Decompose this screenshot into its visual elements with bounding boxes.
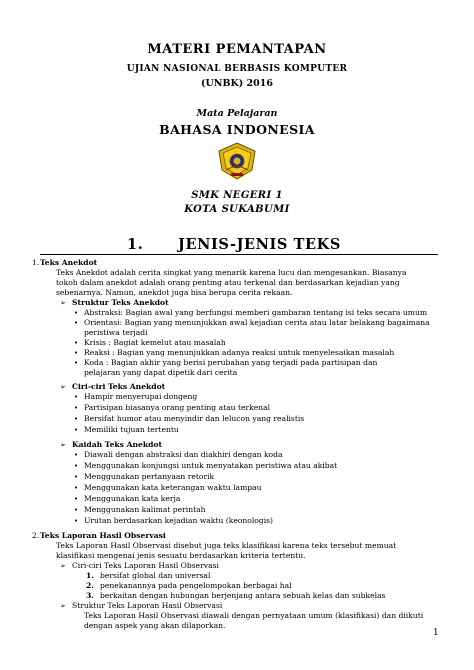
- list-marker: •: [74, 462, 79, 470]
- text-line: Abstraksi: Bagian awal yang berfungsi memberi gambaran tentang isi teks secara umum: [84, 308, 428, 317]
- text-line: tokoh dalam anekdot adalah orang penting atau terkenal dan berdasarkan kejadian yang: [56, 278, 400, 287]
- text-line: Menggunakan konjungsi untuk menyatakan peristiwa atau akibat: [84, 461, 338, 470]
- doc-subtitle-1: UJIAN NASIONAL BERBASIS KOMPUTER: [126, 64, 348, 74]
- school-emblem-icon: [217, 142, 257, 180]
- school-city: KOTA SUKABUMI: [184, 204, 290, 215]
- subject-label: Mata Pelajaran: [196, 108, 278, 119]
- text-line: Ciri-ciri Teks Laporan Hasil Observasi: [72, 561, 219, 570]
- list-marker: ➢: [60, 441, 66, 449]
- list-marker: •: [74, 484, 79, 492]
- text-line: klasifikasi mengenai jenis sesuatu berdasarkan kriteria tertentu.: [56, 551, 306, 560]
- list-marker: •: [74, 426, 79, 434]
- list-marker: 1.: [86, 571, 94, 580]
- text-line: peristiwa terjadi: [84, 328, 148, 337]
- text-line: Teks Anekdot adalah cerita singkat yang menarik karena lucu dan mengesankan. Biasanya: [56, 268, 407, 277]
- text-line: Koda : Bagian akhir yang berisi perubahan yang terjadi pada partisipan dan: [84, 358, 378, 367]
- list-marker: 1.: [32, 258, 40, 267]
- text-line: Menggunakan kata keterangan waktu lampau: [84, 483, 262, 492]
- school-name: SMK NEGERI 1: [191, 190, 283, 201]
- list-marker: 3.: [86, 591, 94, 600]
- text-line: Teks Laporan Hasil Observasi disebut juga teks klasifikasi karena teks tersebut memuat: [56, 541, 397, 550]
- text-line: dengan aspek yang akan dilaporkan.: [84, 621, 226, 630]
- text-line: Menggunakan pertanyaan retorik: [84, 472, 215, 481]
- list-marker: ➢: [60, 562, 66, 570]
- list-marker: •: [74, 359, 79, 367]
- text-line: Menggunakan kata kerja: [84, 494, 181, 503]
- list-marker: •: [74, 506, 79, 514]
- list-marker: •: [74, 319, 79, 327]
- subject-name: BAHASA INDONESIA: [159, 122, 315, 137]
- text-line: Urutan berdasarkan kejadian waktu (keonologis): [84, 516, 273, 525]
- text-line: Bersifat humor atau menyindir dan lelucon yang realistis: [84, 414, 305, 423]
- list-marker: •: [74, 349, 79, 357]
- text-line: Orientasi: Bagian yang menunjukkan awal kejadian cerita atau latar belakang bagaimana: [84, 318, 430, 327]
- list-marker: •: [74, 309, 79, 317]
- text-line: Teks Laporan Hasil Observasi: [40, 531, 166, 540]
- section-divider: [40, 254, 438, 255]
- list-marker: 2.: [86, 581, 94, 590]
- list-marker: ➢: [60, 299, 66, 307]
- text-line: Partisipan biasanya orang penting atau terkenal: [84, 403, 271, 412]
- text-line: pelajaran yang dapat dipetik dari cerita: [84, 368, 238, 377]
- list-marker: •: [74, 415, 79, 423]
- text-line: Menggunakan kalimat perintah: [84, 505, 206, 514]
- list-marker: •: [74, 517, 79, 525]
- text-line: Reaksi : Bagian yang menunjukkan adanya reaksi untuk menyelesaikan masalah: [84, 348, 395, 357]
- text-line: Teks Anekdot: [40, 258, 98, 267]
- doc-title: MATERI PEMANTAPAN: [147, 42, 327, 57]
- text-line: Ciri-ciri Teks Anekdot: [72, 382, 166, 391]
- doc-subtitle-2: (UNBK) 2016: [201, 78, 273, 89]
- text-line: Krisis : Bagiat kemelut atau masalah: [84, 338, 226, 347]
- text-line: Struktur Teks Anekdot: [72, 298, 169, 307]
- text-line: bersifat global dan universal: [100, 571, 211, 580]
- list-marker: ➢: [60, 383, 66, 391]
- section-title: JENIS-JENIS TEKS: [178, 236, 341, 253]
- list-marker: 2.: [32, 531, 40, 540]
- text-line: Diawali dengan abstraksi dan diakhiri dengan koda: [84, 450, 283, 459]
- list-marker: ➢: [60, 602, 66, 610]
- page-number: 1: [433, 628, 439, 638]
- text-line: berkaitan dengan hubungan berjenjang antara sebuah kelas dan subkelas: [100, 591, 386, 600]
- text-line: Memiliki tujuan tertentu: [84, 425, 179, 434]
- section-number: 1.: [127, 236, 144, 253]
- text-line: Struktur Teks Laporan Hasil Observasi: [72, 601, 223, 610]
- list-marker: •: [74, 451, 79, 459]
- list-marker: •: [74, 404, 79, 412]
- list-marker: •: [74, 473, 79, 481]
- list-marker: •: [74, 393, 79, 401]
- text-line: Teks Laporan Hasil Observasi diawali dengan pernyataan umum (klasifikasi) dan diikuti: [84, 611, 424, 620]
- text-line: sebenarnya. Namun, anekdot juga bisa berupa cerita rekaan.: [56, 288, 293, 297]
- list-marker: •: [74, 339, 79, 347]
- list-marker: •: [74, 495, 79, 503]
- text-line: Hampir menyerupai dongeng: [84, 392, 198, 401]
- text-line: penekanannya pada pengelompokan berbagai hal: [100, 581, 292, 590]
- text-line: Kaidah Teks Anekdot: [72, 440, 162, 449]
